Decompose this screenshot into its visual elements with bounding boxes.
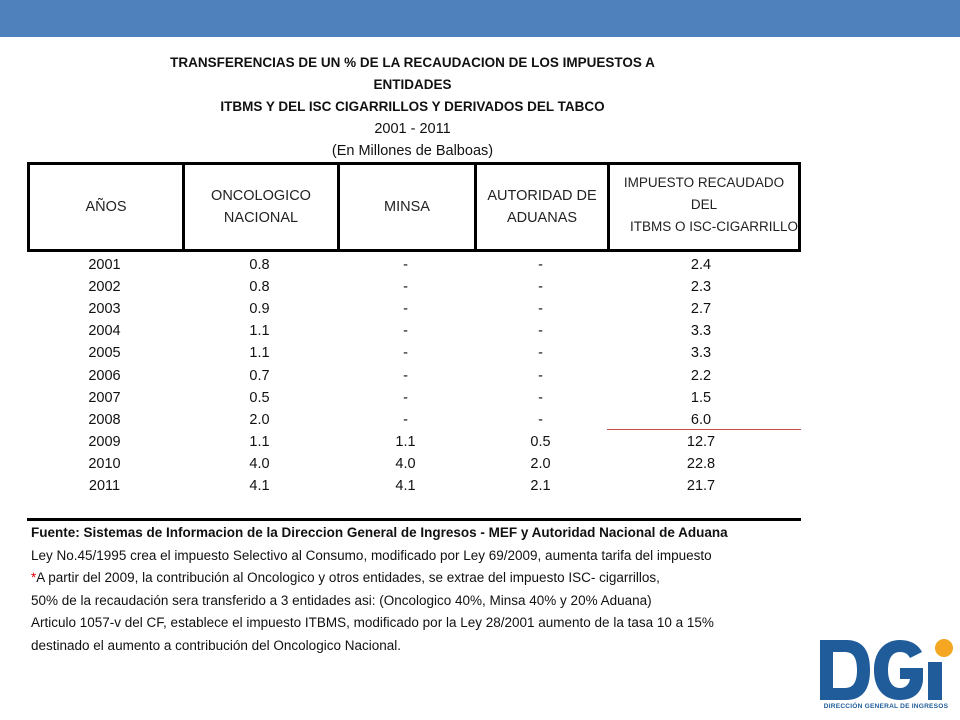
header-oncologico: ONCOLOGICO NACIONAL [185, 165, 340, 249]
cell-aduanas: 2.1 [530, 478, 551, 494]
table-row [27, 365, 801, 387]
cell-minsa: - [403, 301, 408, 318]
notes-divider [27, 518, 801, 521]
cell-aduanas: - [538, 367, 543, 384]
cell-impuesto: 1.5 [690, 389, 712, 406]
cell-onc: 0.7 [249, 367, 270, 384]
cell-onc: 4.0 [249, 455, 270, 472]
cell-aduanas: 2.0 [530, 455, 551, 472]
cell-onc: 1.1 [249, 433, 270, 450]
title-period: 2001 - 2011 [374, 121, 451, 137]
cell-onc: 2.0 [249, 411, 270, 428]
cell-aduanas: - [538, 411, 543, 428]
cell-impuesto: 2.3 [690, 279, 712, 296]
header-aduanas: AUTORIDAD DE ADUANAS [477, 165, 610, 249]
header-years: AÑOS [30, 165, 185, 249]
table-row [27, 254, 801, 276]
header-impuesto: IMPUESTO RECAUDADO DEL ITBMS O ISC-CIGARRILLO [623, 175, 798, 234]
logo-caption: DIRECCIÓN GENERAL DE INGRESOS [823, 703, 949, 710]
cell-year: 2007 [88, 389, 121, 406]
cell-impuesto: 2.7 [690, 301, 712, 318]
notes-line-4: Articulo 1057-v del CF, establece el impuesto ITBMS, modificado por la Ley 28/2001 aumento de la tasa 10 a 15% [31, 615, 714, 630]
cell-onc: 4.1 [249, 478, 270, 494]
cell-year: 2010 [88, 455, 121, 472]
cell-minsa: - [403, 323, 408, 340]
cell-minsa: 4.1 [395, 478, 416, 494]
cell-minsa: 1.1 [395, 433, 416, 450]
table-row [27, 342, 801, 364]
table-row [27, 387, 801, 409]
table-header [27, 162, 801, 252]
top-banner [0, 0, 960, 37]
cell-minsa: 4.0 [395, 455, 416, 472]
logo-dot-icon [935, 639, 953, 657]
cell-impuesto: 6.0 [690, 411, 712, 428]
title-line-2: ITBMS Y DEL ISC CIGARRILLOS Y DERIVADOS DEL TABCO [220, 99, 605, 114]
cell-onc: 0.9 [249, 301, 270, 318]
table-row [27, 453, 801, 475]
cell-onc: 0.8 [249, 257, 270, 273]
cell-minsa: - [403, 279, 408, 296]
cell-impuesto: 22.8 [686, 455, 716, 472]
cell-year: 2006 [88, 367, 121, 384]
cell-impuesto: 21.7 [686, 478, 716, 494]
cell-onc: 1.1 [249, 345, 270, 362]
title-units: (En Millones de Balboas) [331, 143, 494, 159]
cell-minsa: - [403, 411, 408, 428]
logo-letter-i [928, 662, 942, 700]
cell-minsa: - [403, 345, 408, 362]
table-row [27, 320, 801, 342]
table-row [27, 276, 801, 298]
notes-line-2: *A partir del 2009, la contribución al Oncologico y otros entidades, se extrae del impuesto ISC- cigarrillos, [31, 570, 660, 585]
cell-impuesto: 3.3 [690, 345, 712, 362]
cell-minsa: - [403, 389, 408, 406]
cell-impuesto: 2.2 [690, 367, 712, 384]
notes-line-5: destinado el aumento a contribución del Oncologico Nacional. [31, 637, 401, 653]
cell-aduanas: - [538, 301, 543, 318]
cell-impuesto: 12.7 [686, 433, 716, 450]
cell-aduanas: - [538, 257, 543, 273]
notes-section [31, 522, 811, 657]
notes-line-3: 50% de la recaudación sera transferido a 3 entidades asi: (Oncologico 40%, Minsa 40% y 20% Aduana) [31, 592, 652, 608]
cell-year: 2001 [88, 257, 121, 273]
cell-minsa: - [403, 257, 408, 273]
cell-onc: 1.1 [249, 323, 270, 340]
cell-minsa: - [403, 367, 408, 384]
cell-aduanas: - [538, 279, 543, 296]
cell-year: 2004 [88, 323, 121, 340]
cell-impuesto: 2.4 [690, 257, 712, 273]
table-row [27, 298, 801, 320]
table-row [27, 475, 801, 497]
cell-year: 2002 [88, 279, 121, 296]
table-row [27, 431, 801, 453]
document-title [130, 52, 695, 162]
cell-year: 2003 [88, 301, 121, 318]
cell-aduanas: - [538, 323, 543, 340]
cell-onc: 0.8 [249, 279, 270, 296]
cell-year: 2011 [88, 478, 121, 494]
header-minsa: MINSA [340, 165, 477, 249]
cell-year: 2005 [88, 345, 121, 362]
cell-year: 2009 [88, 433, 121, 450]
cell-aduanas: - [538, 389, 543, 406]
cell-impuesto: 3.3 [690, 323, 712, 340]
asterisk-mark: * [31, 570, 37, 585]
cell-onc: 0.5 [249, 389, 270, 406]
title-line-1: TRANSFERENCIAS DE UN % DE LA RECAUDACION DE LOS IMPUESTOS A ENTIDADES [170, 55, 655, 92]
cell-aduanas: 0.5 [530, 433, 551, 450]
cell-year: 2008 [88, 411, 121, 428]
highlight-underline [607, 429, 801, 430]
table-row [27, 409, 801, 431]
notes-source: Fuente: Sistemas de Informacion de la Direccion General de Ingresos - MEF y Autoridad Nacional de Aduana [31, 525, 728, 540]
cell-aduanas: - [538, 345, 543, 362]
notes-line-1: Ley No.45/1995 crea el impuesto Selectivo al Consumo, modificado por Ley 69/2009, aumenta tarifa del impuesto [31, 547, 712, 563]
logo-letter-g [874, 640, 923, 700]
logo-letter-d [820, 640, 870, 700]
